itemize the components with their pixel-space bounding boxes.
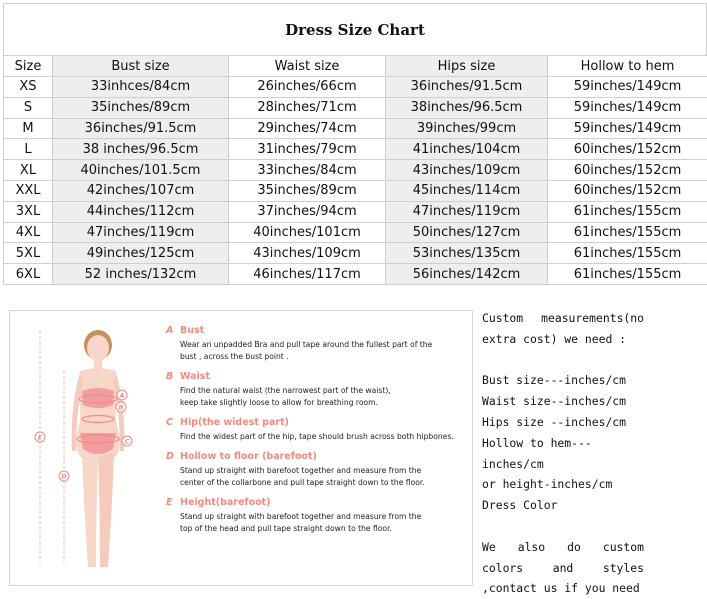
title-box [3, 3, 707, 55]
marker-a-label: A [118, 392, 124, 400]
entry-line: center of the collarbone and pull tape straight down to the floor. [180, 477, 472, 489]
bust-cell: 42inches/107cm [53, 180, 229, 201]
guide-entry-bust [166, 325, 472, 363]
guide-entry-waist [166, 371, 472, 409]
table-row [4, 264, 707, 285]
bust-cell: 33inhces/84cm [53, 77, 229, 98]
bust-cell: 40inches/101.5cm [53, 160, 229, 181]
hips-cell: 50inches/127cm [386, 222, 548, 243]
hollow-to-hem-cell: 61inches/155cm [548, 222, 707, 243]
entry-heading: Hollow to floor (barefoot) [180, 451, 317, 462]
table-row [4, 222, 707, 243]
hips-cell: 53inches/135cm [386, 243, 548, 264]
left-leg-shape [82, 453, 98, 567]
bust-cell: 44inches/112cm [53, 201, 229, 222]
measurement-guide [9, 310, 473, 586]
entry-heading: Bust [180, 325, 204, 336]
waist-cell: 37inches/94cm [229, 201, 386, 222]
bikini-top-shape [82, 388, 114, 408]
size-chart [3, 3, 707, 285]
table-row [4, 180, 707, 201]
bust-cell: 52 inches/132cm [53, 264, 229, 285]
note-outro: We also do custom colors and styles ,contact us if you need [482, 537, 644, 599]
size-cell: M [4, 118, 53, 139]
hollow-to-hem-cell: 59inches/149cm [548, 97, 707, 118]
marker-d-label: D [61, 473, 67, 481]
entry-letter: C [166, 417, 180, 428]
marker-c-label: C [125, 438, 130, 446]
entry-heading: Hip(the widest part) [180, 417, 289, 428]
header-row [4, 56, 707, 77]
table-row [4, 139, 707, 160]
table-row [4, 77, 707, 98]
hollow-to-hem-cell: 60inches/152cm [548, 139, 707, 160]
entry-line: top of the head and pull tape straight down to the floor. [180, 523, 472, 535]
hips-cell: 36inches/91.5cm [386, 77, 548, 98]
size-cell: 4XL [4, 222, 53, 243]
table-row [4, 243, 707, 264]
header-bust: Bust size [53, 56, 229, 77]
note-field-hollow-to-hem: Hollow to hem---inches/cm [482, 433, 644, 475]
hips-cell: 47inches/119cm [386, 201, 548, 222]
waist-cell: 40inches/101cm [229, 222, 386, 243]
bust-cell: 38 inches/96.5cm [53, 139, 229, 160]
hollow-to-hem-cell: 61inches/155cm [548, 201, 707, 222]
guide-entry-hip [166, 417, 472, 443]
hollow-to-hem-cell: 61inches/155cm [548, 243, 707, 264]
guide-entries [166, 325, 472, 543]
note-intro: Custom measurements(no extra cost) we need : [482, 308, 644, 350]
entry-letter: A [166, 325, 180, 336]
entry-line: Stand up straight with barefoot together and measure from the [180, 511, 472, 523]
waist-cell: 35inches/89cm [229, 180, 386, 201]
note-field-hips: Hips size --inches/cm [482, 412, 644, 433]
head-shape [87, 335, 109, 361]
marker-e-label: E [38, 434, 43, 442]
waist-cell: 31inches/79cm [229, 139, 386, 160]
entry-heading: Height(barefoot) [180, 497, 271, 508]
entry-line: Stand up straight with barefoot together and measure from the [180, 465, 472, 477]
hips-cell: 41inches/104cm [386, 139, 548, 160]
size-cell: 3XL [4, 201, 53, 222]
hollow-to-hem-cell: 60inches/152cm [548, 180, 707, 201]
hips-cell: 39inches/99cm [386, 118, 548, 139]
table-row [4, 160, 707, 181]
bust-cell: 35inches/89cm [53, 97, 229, 118]
waist-cell: 28inches/71cm [229, 97, 386, 118]
header-hollow-to-hem: Hollow to hem [548, 56, 707, 77]
bust-cell: 47inches/119cm [53, 222, 229, 243]
size-cell: 5XL [4, 243, 53, 264]
size-cell: L [4, 139, 53, 160]
waist-cell: 46inches/117cm [229, 264, 386, 285]
waist-cell: 26inches/66cm [229, 77, 386, 98]
size-table [3, 55, 707, 285]
entry-letter: E [166, 497, 180, 508]
waist-cell: 33inches/84cm [229, 160, 386, 181]
entry-letter: B [166, 371, 180, 382]
entry-line: keep take slightly loose to allow for breathing room. [180, 397, 472, 409]
hollow-to-hem-cell: 59inches/149cm [548, 77, 707, 98]
hollow-to-hem-cell: 60inches/152cm [548, 160, 707, 181]
table-row [4, 201, 707, 222]
note-field-waist: Waist size--inches/cm [482, 391, 644, 412]
guide-entry-height [166, 497, 472, 535]
marker-b-label: B [119, 404, 124, 412]
note-field-bust: Bust size---inches/cm [482, 370, 644, 391]
entry-line: Find the natural waist (the narrowest part of the waist), [180, 385, 472, 397]
entry-line: Wear an unpadded Bra and pull tape around the fullest part of the [180, 339, 472, 351]
waist-cell: 29inches/74cm [229, 118, 386, 139]
size-cell: XL [4, 160, 53, 181]
size-cell: S [4, 97, 53, 118]
neck-shape [94, 359, 102, 369]
note-field-color: Dress Color [482, 495, 644, 516]
chart-title: Dress Size Chart [285, 21, 425, 39]
hollow-to-hem-cell: 59inches/149cm [548, 118, 707, 139]
note-field-height: or height-inches/cm [482, 474, 644, 495]
hips-cell: 43inches/109cm [386, 160, 548, 181]
table-row [4, 118, 707, 139]
right-leg-shape [98, 453, 114, 567]
hips-cell: 38inches/96.5cm [386, 97, 548, 118]
custom-measurement-note [482, 308, 644, 599]
header-size: Size [4, 56, 53, 77]
hips-cell: 45inches/114cm [386, 180, 548, 201]
header-waist: Waist size [229, 56, 386, 77]
header-hips: Hips size [386, 56, 548, 77]
entry-line: Find the widest part of the hip, tape should brush across both hipbones. [180, 431, 472, 443]
entry-letter: D [166, 451, 180, 462]
size-cell: 6XL [4, 264, 53, 285]
hollow-to-hem-cell: 61inches/155cm [548, 264, 707, 285]
size-cell: XXL [4, 180, 53, 201]
waist-cell: 43inches/109cm [229, 243, 386, 264]
bust-cell: 36inches/91.5cm [53, 118, 229, 139]
table-body [4, 77, 707, 285]
body-figure-illustration [10, 311, 160, 585]
size-cell: XS [4, 77, 53, 98]
entry-heading: Waist [180, 371, 210, 382]
hips-cell: 56inches/142cm [386, 264, 548, 285]
bust-cell: 49inches/125cm [53, 243, 229, 264]
table-row [4, 97, 707, 118]
guide-entry-hollow-to-floor [166, 451, 472, 489]
entry-line: bust , across the bust point . [180, 351, 472, 363]
